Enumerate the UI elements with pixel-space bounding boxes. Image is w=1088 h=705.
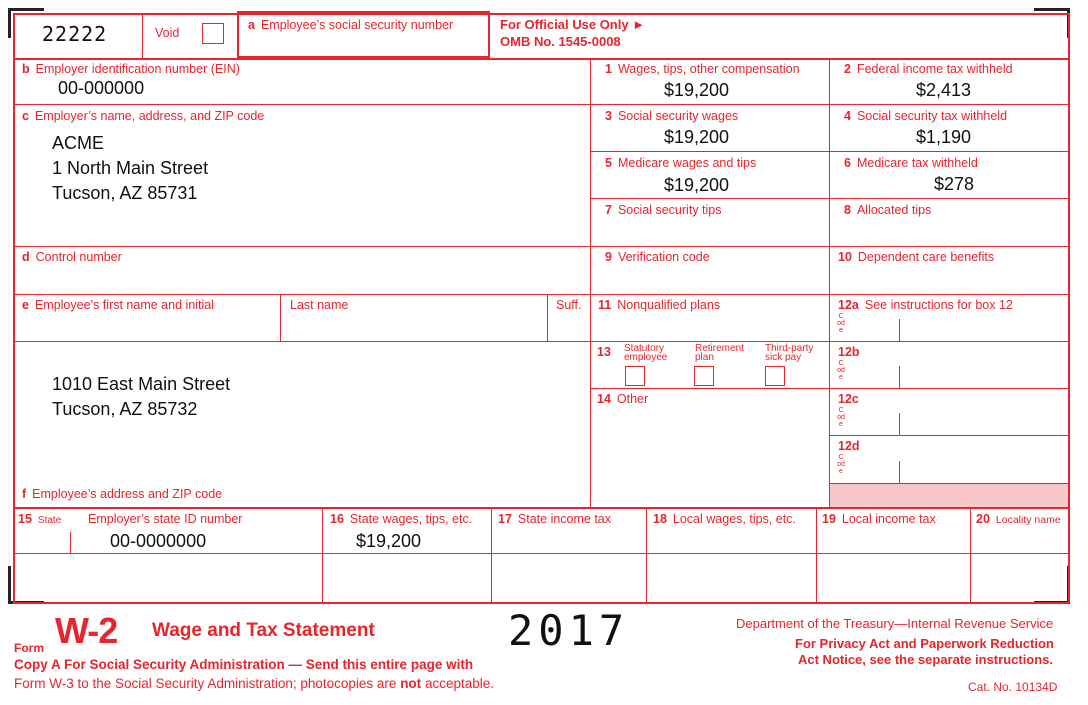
box18-label (653, 512, 796, 526)
box11-label-text: Nonqualified plans (617, 298, 721, 312)
employee-suffix-label: Suff. (556, 298, 582, 312)
retirement-label-1: Retirement (695, 343, 744, 354)
employee-address-label (22, 487, 222, 501)
box6-value: $278 (934, 174, 975, 194)
box3-num: 3 (605, 109, 612, 123)
main-divider-left (590, 58, 591, 508)
box14-label (597, 392, 648, 406)
state-div-17 (491, 507, 492, 603)
box12c-code-divider (899, 413, 900, 435)
header-bottom (13, 58, 1069, 60)
copy-a-line-2 (14, 677, 494, 691)
employee-first-name-label (22, 298, 214, 312)
box4-num: 4 (844, 109, 851, 123)
box2-num: 2 (844, 62, 851, 76)
box1-num: 1 (605, 62, 612, 76)
state-div-20 (970, 507, 971, 603)
grid-line-6 (590, 341, 1069, 342)
box18-num: 18 (653, 512, 667, 526)
box6-label-text: Medicare tax withheld (856, 156, 978, 170)
header-divider-1 (142, 13, 143, 58)
control-number-label (22, 250, 122, 264)
box12b-code-divider (899, 366, 900, 388)
state-div-16 (322, 507, 323, 603)
box15-state-text: State (37, 515, 62, 526)
box1-label (605, 62, 800, 76)
treasury-department: Department of the Treasury—Internal Revenue Service (736, 616, 1054, 631)
box17-label (498, 512, 611, 526)
box12c-label (838, 392, 865, 406)
box12a-code-label: Code (837, 313, 845, 334)
left-line-ein (13, 104, 590, 105)
box9-num: 9 (605, 250, 612, 264)
box17-num: 17 (498, 512, 512, 526)
grid-line-12c (829, 435, 1069, 436)
catalog-number: Cat. No. 10134D (968, 680, 1058, 694)
statutory-label-1: Statutory (624, 343, 665, 354)
copy-a-title: Copy A For Social Security Administration (14, 657, 285, 672)
box14-num: 14 (597, 392, 611, 406)
employee-letter: e (22, 298, 29, 312)
corner-mark-tl-v (8, 8, 11, 38)
left-line-name (13, 294, 590, 295)
copy-a-dash: — Send this entire page with (284, 657, 474, 672)
box4-label-text: Social security tax withheld (856, 109, 1008, 123)
form-control-code: 22222 (42, 22, 108, 46)
box12d-code-divider (899, 461, 900, 483)
employer-name-label-text: Employer’s name, address, and ZIP code (34, 109, 265, 123)
box6-num: 6 (844, 156, 851, 170)
border-bottom (13, 602, 1069, 604)
box18-label-text: Local wages, tips, etc. (672, 512, 796, 526)
box5-label (605, 156, 756, 170)
address-letter: f (22, 487, 27, 501)
box8-label (844, 203, 931, 217)
box12d-label (838, 439, 866, 453)
main-divider-right (829, 58, 830, 508)
box2-value: $2,413 (916, 80, 972, 100)
box3-label-text: Social security wages (617, 109, 739, 123)
grid-line-box13-bottom (590, 388, 830, 389)
privacy-notice-2: Act Notice, see the separate instructions. (798, 652, 1054, 667)
grid-line-1 (590, 104, 1069, 105)
box14-label-text: Other (616, 392, 649, 406)
copy-a-not: not (400, 676, 422, 691)
ein-value: 00-000000 (58, 78, 145, 98)
box1-label-text: Wages, tips, other compensation (617, 62, 800, 76)
box2-label-text: Federal income tax withheld (856, 62, 1013, 76)
third-party-sick-pay-checkbox[interactable] (765, 366, 785, 386)
box12c-code-label: Code (837, 407, 845, 428)
box12a-label-text: See instructions for box 12 (864, 298, 1013, 312)
ein-letter: b (22, 62, 30, 76)
employee-last-name-label: Last name (290, 298, 349, 312)
name-divider-2 (547, 294, 548, 341)
omb-number: OMB No. 1545-0008 (500, 34, 621, 49)
corner-mark-tl (8, 8, 44, 11)
third-party-label-2: sick pay (765, 352, 802, 363)
box16-label (330, 512, 472, 526)
box9-label-text: Verification code (617, 250, 710, 264)
form-id: W-2 (55, 610, 118, 651)
box12d-code-label: Code (837, 454, 845, 475)
copy-a-line-1 (14, 658, 473, 672)
ein-label-text: Employer identification number (EIN) (35, 62, 240, 76)
employer-name-line-2: 1 North Main Street (52, 158, 209, 178)
box12b-label (838, 345, 866, 359)
tax-year: 2017 (508, 606, 630, 655)
void-checkbox[interactable] (202, 23, 224, 44)
employee-first-label-text: Employee’s first name and initial (34, 298, 214, 312)
form-word: Form (14, 641, 44, 655)
box12d-num: 12d (838, 439, 860, 453)
ein-label (22, 62, 240, 76)
box11-num: 11 (598, 298, 612, 312)
copy-a-line2-b: acceptable. (421, 676, 494, 691)
privacy-notice-1: For Privacy Act and Paperwork Reduction (795, 636, 1054, 651)
grid-line-3 (590, 198, 1069, 199)
box5-label-text: Medicare wages and tips (617, 156, 757, 170)
third-party-label-1: Third-party (765, 343, 814, 354)
shaded-cell (830, 484, 1068, 508)
ssn-letter: a (248, 18, 255, 32)
box16-value: $19,200 (356, 531, 422, 551)
box15-num: 15 (18, 512, 32, 526)
state-row-top (13, 507, 1069, 509)
state-div-18 (646, 507, 647, 603)
box11-label (598, 298, 720, 312)
box3-label (605, 109, 738, 123)
ssn-label-text: Employee’s social security number (260, 18, 454, 32)
box12c-num: 12c (838, 392, 859, 406)
box10-num: 10 (838, 250, 852, 264)
box13-num: 13 (597, 345, 611, 359)
state-id-label: Employer’s state ID number (88, 512, 243, 526)
box20-num: 20 (976, 512, 990, 526)
box7-num: 7 (605, 203, 612, 217)
employer-name-label (22, 109, 264, 123)
control-label-text: Control number (35, 250, 122, 264)
box12b-num: 12b (838, 345, 860, 359)
box4-value: $1,190 (916, 127, 972, 147)
box2-label (844, 62, 1013, 76)
left-line-control (13, 246, 590, 247)
box19-label (822, 512, 936, 526)
box20-label-text: Locality name (995, 514, 1061, 526)
grid-line-2 (590, 151, 1069, 152)
grid-line-4 (590, 246, 1069, 247)
form-title: Wage and Tax Statement (152, 620, 375, 641)
statutory-employee-checkbox[interactable] (625, 366, 645, 386)
ssn-label (248, 18, 453, 32)
border-left (13, 13, 15, 603)
employee-address-line-1: 1010 East Main Street (52, 374, 231, 394)
box12a-label (838, 298, 1013, 312)
control-letter: d (22, 250, 30, 264)
employer-name-line-1: ACME (52, 133, 105, 153)
box12a-num: 12a (838, 298, 859, 312)
box5-value: $19,200 (664, 175, 730, 195)
employer-name-line-3: Tucson, AZ 85731 (52, 183, 198, 203)
state-id-value: 00-0000000 (110, 531, 207, 551)
box4-label (844, 109, 1007, 123)
statutory-label-2: employee (624, 352, 668, 363)
left-line-address (13, 341, 590, 342)
corner-mark-bl-v (8, 566, 11, 604)
box20-label (976, 512, 1061, 527)
box1-value: $19,200 (664, 80, 730, 100)
employee-address-label-text: Employee’s address and ZIP code (32, 487, 223, 501)
box12b-code-label: Code (837, 360, 845, 381)
box19-label-text: Local income tax (841, 512, 936, 526)
employee-address-line-2: Tucson, AZ 85732 (52, 399, 198, 419)
void-label: Void (155, 26, 180, 40)
box15-label (18, 512, 61, 526)
box17-label-text: State income tax (517, 512, 612, 526)
box10-label-text: Dependent care benefits (857, 250, 995, 264)
copy-a-line2-a: Form W-3 to the Social Security Administration; photocopies are (14, 676, 401, 691)
grid-line-12b (829, 388, 1069, 389)
box6-label (844, 156, 978, 170)
grid-line-5 (590, 294, 1069, 295)
box8-num: 8 (844, 203, 851, 217)
box16-num: 16 (330, 512, 344, 526)
box9-label (605, 250, 710, 264)
corner-mark-tr (1034, 8, 1070, 11)
box7-label (605, 203, 721, 217)
retirement-label-2: plan (695, 352, 714, 363)
box19-num: 19 (822, 512, 836, 526)
box5-num: 5 (605, 156, 612, 170)
name-divider-1 (280, 294, 281, 341)
state-row-mid (13, 553, 1069, 554)
border-right (1068, 13, 1070, 603)
state-div-15 (70, 532, 71, 554)
official-use-label: For Official Use Only ► (500, 17, 646, 32)
employer-name-letter: c (22, 109, 29, 123)
box3-value: $19,200 (664, 127, 730, 147)
box12a-code-divider (899, 319, 900, 341)
box10-label (838, 250, 994, 264)
box16-label-text: State wages, tips, etc. (349, 512, 473, 526)
state-div-19 (816, 507, 817, 603)
box7-label-text: Social security tips (617, 203, 722, 217)
box8-label-text: Allocated tips (856, 203, 932, 217)
border-top (13, 13, 1069, 15)
retirement-plan-checkbox[interactable] (694, 366, 714, 386)
